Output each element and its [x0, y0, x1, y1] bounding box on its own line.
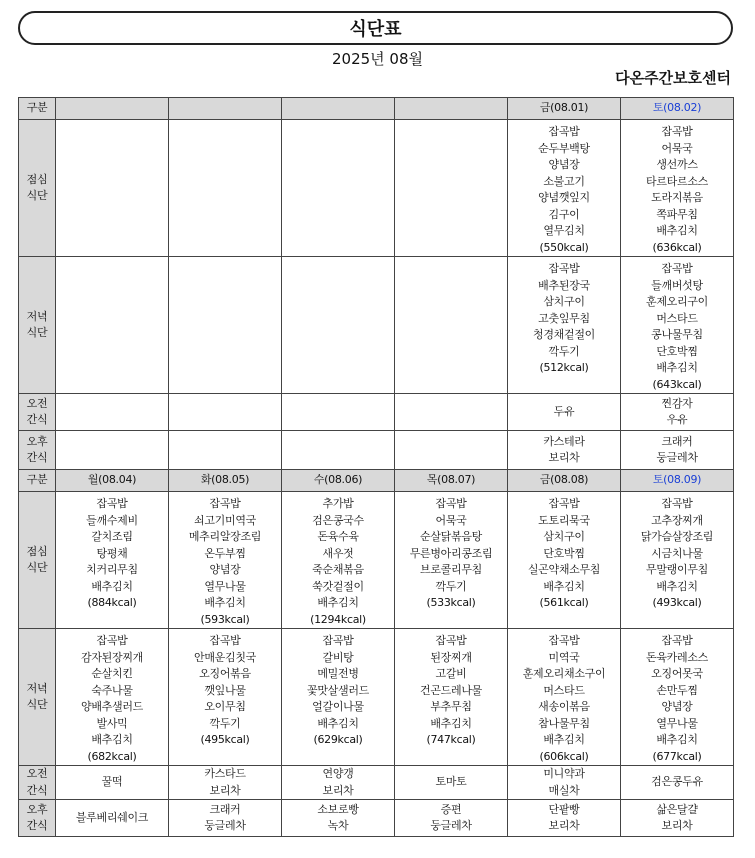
menu-item: 쑥갓겉절이	[312, 579, 364, 593]
menu-item: 열무김치	[543, 224, 585, 237]
dinner-cell	[169, 257, 282, 394]
pm-cell	[169, 431, 282, 470]
menu-item: 잡곡밥	[209, 497, 241, 510]
menu-item: 미니약과	[543, 767, 585, 780]
menu-item: 카스타드	[204, 767, 246, 780]
lunch-cell	[395, 120, 508, 257]
menu-item: 새우젓	[322, 546, 354, 560]
menu-item: 잡곡밥	[435, 634, 467, 647]
menu-item: 잡곡밥	[661, 262, 693, 275]
menu-item: 배추김치	[430, 716, 472, 730]
am-row	[19, 394, 734, 431]
menu-item: 온두부찜	[204, 546, 246, 560]
menu-item: 삶은달걀	[656, 802, 698, 816]
menu-item: 보리차	[209, 783, 241, 797]
menu-item: 깍두기	[209, 716, 241, 730]
menu-item: 잡곡밥	[322, 634, 354, 647]
menu-item: 오이무침	[204, 700, 246, 713]
menu-item: 잡곡밥	[661, 125, 693, 138]
menu-item: 브로콜리무침	[420, 563, 482, 576]
menu-item: 쪽파무침	[656, 207, 698, 221]
category-label: 구분	[19, 98, 56, 120]
menu-item: 잡곡밥	[548, 634, 580, 647]
menu-item: 콩나물무침	[651, 328, 703, 341]
menu-item: 연양갱	[322, 767, 354, 780]
lunch-cell	[621, 492, 734, 629]
am-cell	[395, 766, 508, 800]
menu-item: 양념장	[661, 700, 693, 713]
menu-item: (629kcal)	[313, 733, 363, 746]
menu-item: 매실차	[548, 783, 580, 797]
menu-item: 검은콩국수	[312, 513, 364, 527]
am-cell	[621, 766, 734, 800]
menu-item: 잡곡밥	[661, 634, 693, 647]
menu-item: 순두부백탕	[538, 141, 590, 155]
lunch-cell	[169, 120, 282, 257]
day-header	[282, 98, 395, 120]
menu-item: 메밀전병	[317, 667, 359, 680]
menu-item: 실곤약채소무침	[527, 563, 601, 576]
lunch-cell	[508, 492, 621, 629]
dinner-cell	[169, 629, 282, 766]
menu-item: (747kcal)	[426, 733, 476, 746]
dinner-row	[19, 629, 734, 766]
menu-item: 도토리묵국	[538, 513, 590, 527]
menu-item: 둥글레차	[204, 819, 246, 832]
menu-item: 배추된장국	[538, 278, 590, 292]
am-row-label: 오전 간식	[19, 766, 56, 800]
dinner-row	[19, 257, 734, 394]
menu-item: 열무나물	[204, 579, 246, 593]
month-label: 2025년 08월	[331, 50, 423, 68]
pm-cell	[169, 800, 282, 837]
day-header: 월(08.04)	[56, 470, 169, 492]
day-header: 화(08.05)	[169, 470, 282, 492]
menu-item: 순살치킨	[91, 667, 133, 680]
menu-item: 크래커	[661, 434, 693, 448]
menu-item: 청경채겉절이	[533, 328, 595, 341]
dinner-cell	[395, 257, 508, 394]
menu-item: (593kcal)	[200, 612, 250, 626]
pm-cell	[395, 431, 508, 470]
day-header: 금(08.01)	[508, 98, 621, 120]
menu-item: 얼갈이나물	[312, 700, 364, 713]
menu-item: 보리차	[548, 451, 580, 464]
menu-item: 삼치구이	[543, 530, 585, 543]
menu-item: 배추김치	[656, 224, 698, 237]
menu-item: (493kcal)	[652, 596, 702, 609]
pm-cell	[282, 800, 395, 837]
menu-item: 배추김치	[204, 596, 246, 609]
menu-item: (643kcal)	[652, 377, 702, 391]
dinner-cell	[56, 629, 169, 766]
menu-item: 무른병아리콩조림	[409, 546, 493, 560]
menu-item: 된장찌개	[430, 650, 472, 664]
day-header: 토(08.09)	[621, 470, 734, 492]
menu-item: 시금치나물	[651, 546, 703, 560]
am-cell	[508, 394, 621, 431]
pm-row-label: 오후 간식	[19, 431, 56, 470]
am-cell	[508, 766, 621, 800]
menu-item: 배추김치	[317, 596, 359, 609]
menu-item: 어묵국	[661, 141, 693, 155]
menu-item: (1294kcal)	[310, 612, 366, 626]
day-header-row	[19, 470, 734, 492]
day-header	[395, 98, 508, 120]
menu-item: 부추무침	[430, 700, 472, 713]
menu-item: 양념장	[548, 158, 580, 171]
pm-row	[19, 431, 734, 470]
lunch-row-label: 점심 식단	[19, 492, 56, 629]
day-header	[169, 98, 282, 120]
menu-item: 들깨버섯탕	[651, 278, 703, 292]
dinner-cell	[621, 257, 734, 394]
menu-table	[18, 97, 734, 837]
am-cell	[169, 394, 282, 431]
menu-item: 양배추샐러드	[81, 700, 143, 713]
menu-item: 녹차	[327, 819, 349, 832]
menu-item: 머스타드	[543, 683, 585, 697]
menu-item: 무말랭이무침	[646, 563, 708, 576]
pm-cell	[621, 800, 734, 837]
menu-item: 소불고기	[543, 174, 585, 188]
menu-item: 찐감자	[661, 396, 693, 410]
menu-item: 어묵국	[435, 513, 467, 527]
menu-item: 꿀떡	[101, 775, 123, 789]
menu-item: 안매운김칫국	[194, 650, 256, 664]
menu-item: 보리차	[548, 819, 580, 832]
lunch-row	[19, 120, 734, 257]
am-cell	[282, 394, 395, 431]
lunch-row	[19, 492, 734, 629]
menu-item: 두유	[553, 404, 575, 418]
pm-cell	[508, 800, 621, 837]
center-name: 다온주간보호센터	[615, 69, 731, 87]
menu-item: 삼치구이	[543, 295, 585, 308]
menu-item: 갈비탕	[322, 650, 354, 664]
menu-item: 잡곡밥	[548, 497, 580, 510]
menu-item: 증편	[440, 802, 462, 816]
page-title	[18, 11, 733, 45]
am-row-label: 오전 간식	[19, 394, 56, 431]
menu-item: 깍두기	[548, 344, 580, 358]
day-header: 목(08.07)	[395, 470, 508, 492]
menu-item: 토마토	[435, 775, 467, 789]
menu-item: (606kcal)	[539, 749, 589, 763]
day-header: 토(08.02)	[621, 98, 734, 120]
menu-item: 잡곡밥	[435, 497, 467, 510]
menu-item: 배추김치	[543, 733, 585, 746]
menu-item: 순살닭볶음탕	[420, 530, 482, 543]
menu-item: 감자된장찌개	[81, 650, 143, 664]
menu-item: 배추김치	[656, 579, 698, 593]
day-header-row	[19, 98, 734, 120]
menu-item: 쇠고기미역국	[194, 513, 256, 527]
lunch-cell	[395, 492, 508, 629]
lunch-cell	[282, 492, 395, 629]
dinner-cell	[282, 629, 395, 766]
menu-item: 잡곡밥	[96, 497, 128, 510]
menu-item: 보리차	[661, 819, 693, 832]
menu-item: (636kcal)	[652, 240, 702, 254]
menu-item: 단호박찜	[656, 344, 698, 358]
am-cell	[56, 394, 169, 431]
am-row	[19, 766, 734, 800]
menu-item: 건곤드레나물	[420, 683, 482, 697]
menu-item: 크래커	[209, 802, 241, 816]
menu-item: 배추김치	[656, 361, 698, 374]
dinner-row-label: 저녁 식단	[19, 629, 56, 766]
menu-item: 우유	[666, 413, 688, 426]
menu-item: 손만두찜	[656, 683, 698, 697]
menu-item: 발사믹	[96, 716, 128, 730]
day-header	[56, 98, 169, 120]
lunch-cell	[508, 120, 621, 257]
menu-item: (495kcal)	[200, 733, 250, 746]
menu-item: 배추김치	[656, 733, 698, 746]
am-cell	[395, 394, 508, 431]
menu-item: (561kcal)	[539, 596, 589, 609]
menu-item: 단팥빵	[548, 802, 580, 816]
menu-item: 배추김치	[91, 579, 133, 593]
menu-item: 단호박찜	[543, 546, 585, 560]
title-text: 식단표	[349, 19, 402, 40]
menu-item: 잡곡밥	[548, 262, 580, 275]
dinner-cell	[508, 257, 621, 394]
menu-item: 둥글레차	[430, 819, 472, 832]
menu-item: 메추리알장조림	[188, 530, 262, 543]
dinner-row-label: 저녁 식단	[19, 257, 56, 394]
dinner-cell	[508, 629, 621, 766]
menu-item: (677kcal)	[652, 749, 702, 763]
menu-item: 미역국	[548, 650, 580, 664]
menu-item: 참나물무침	[538, 716, 590, 730]
lunch-cell	[56, 120, 169, 257]
menu-item: 탕평채	[96, 546, 128, 560]
pm-row	[19, 800, 734, 837]
pm-cell	[282, 431, 395, 470]
menu-item: 갈치조림	[91, 530, 133, 543]
menu-item: (550kcal)	[539, 240, 589, 254]
menu-item: (682kcal)	[87, 749, 137, 763]
menu-item: 잡곡밥	[209, 634, 241, 647]
menu-item: 훈제오리구이	[646, 295, 708, 308]
menu-item: 오징어볶음	[199, 667, 251, 680]
menu-item: 배추김치	[91, 733, 133, 746]
menu-item: 잡곡밥	[96, 634, 128, 647]
menu-item: 고추장찌개	[651, 513, 703, 527]
menu-item: 고춧잎무침	[538, 311, 590, 325]
menu-item: 생선까스	[656, 158, 698, 171]
menu-item: 죽순채볶음	[312, 563, 364, 576]
menu-item: 소보로빵	[317, 802, 359, 816]
menu-item: 검은콩두유	[651, 775, 703, 789]
day-header: 수(08.06)	[282, 470, 395, 492]
category-label: 구분	[19, 470, 56, 492]
menu-item: 배추김치	[543, 579, 585, 593]
menu-item: 둥글레차	[656, 451, 698, 464]
menu-item: 고갈비	[435, 667, 467, 680]
menu-item: 오징어못국	[651, 667, 703, 680]
am-cell	[282, 766, 395, 800]
menu-item: 추가밥	[322, 497, 354, 510]
pm-cell	[56, 800, 169, 837]
menu-item: 돈육수육	[317, 530, 359, 543]
menu-item: (512kcal)	[539, 361, 589, 374]
menu-item: 잡곡밥	[661, 497, 693, 510]
menu-item: 새송이볶음	[538, 700, 590, 713]
pm-cell	[621, 431, 734, 470]
menu-item: (533kcal)	[426, 596, 476, 609]
menu-item: 블루베리쉐이크	[75, 810, 149, 824]
dinner-cell	[395, 629, 508, 766]
dinner-cell	[621, 629, 734, 766]
lunch-cell	[56, 492, 169, 629]
lunch-cell	[621, 120, 734, 257]
menu-item: 양념장	[209, 563, 241, 576]
menu-item: 들깨수제비	[86, 513, 138, 527]
menu-item: 머스타드	[656, 311, 698, 325]
menu-item: 훈제오리채소구이	[522, 667, 606, 680]
dinner-cell	[56, 257, 169, 394]
lunch-cell	[282, 120, 395, 257]
menu-item: 김구이	[548, 207, 580, 221]
menu-item: 보리차	[322, 783, 354, 797]
menu-item: 깻잎나물	[204, 683, 246, 697]
lunch-row-label: 점심 식단	[19, 120, 56, 257]
menu-item: 닭가슴살장조림	[640, 530, 714, 543]
pm-row-label: 오후 간식	[19, 800, 56, 837]
pm-cell	[395, 800, 508, 837]
pm-cell	[508, 431, 621, 470]
am-cell	[621, 394, 734, 431]
menu-item: 타르타르소스	[646, 174, 708, 188]
day-header: 금(08.08)	[508, 470, 621, 492]
menu-item: 배추김치	[317, 716, 359, 730]
pm-cell	[56, 431, 169, 470]
menu-item: 양념깻잎지	[538, 191, 590, 204]
menu-item: 깍두기	[435, 579, 467, 593]
menu-item: 숙주나물	[91, 683, 133, 697]
menu-item: 꽃맛살샐러드	[307, 683, 369, 697]
menu-item: 도라지볶음	[651, 191, 703, 204]
menu-item: 카스테라	[543, 434, 585, 448]
menu-item: 치커리무침	[86, 563, 138, 576]
dinner-cell	[282, 257, 395, 394]
lunch-cell	[169, 492, 282, 629]
menu-item: 잡곡밥	[548, 125, 580, 138]
menu-item: (884kcal)	[87, 596, 137, 609]
menu-item: 돈육카레소스	[646, 650, 708, 664]
am-cell	[56, 766, 169, 800]
menu-item: 열무나물	[656, 716, 698, 730]
am-cell	[169, 766, 282, 800]
